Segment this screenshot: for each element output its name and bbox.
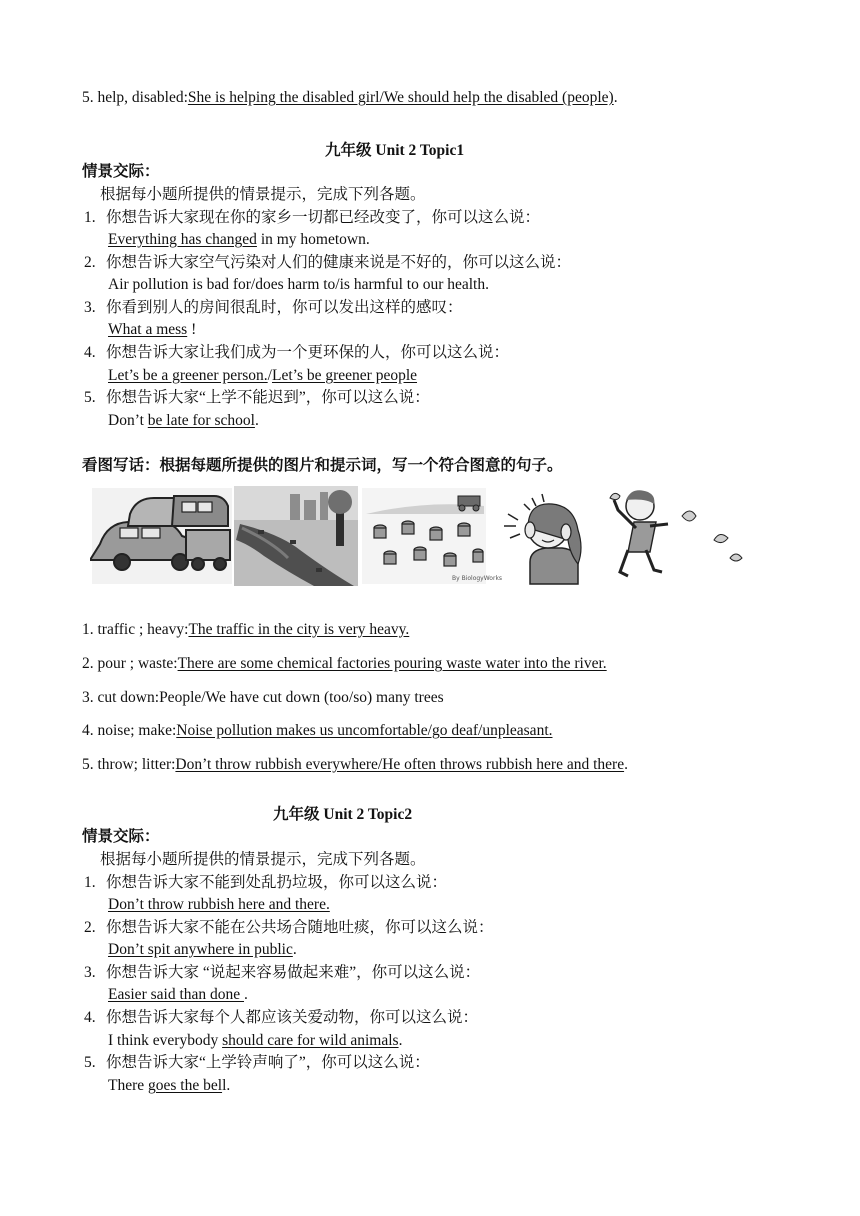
topic1-item-3-prompt: 3. 你看到别人的房间很乱时，你可以发出这样的感叹： xyxy=(84,299,463,316)
topic1-instruction: 根据每小题所提供的情景提示，完成下列各题。 xyxy=(100,186,426,203)
topic2-section: 情景交际： xyxy=(82,828,160,845)
prev-item-suffix: . xyxy=(613,89,618,106)
picture-credit: By BiologyWorks xyxy=(452,575,503,582)
prev-item-prompt: 5. help, disabled: xyxy=(82,89,188,106)
topic2-item-3-answer: Easier said than done . xyxy=(108,986,248,1003)
picture-section-title: 看图写话：根据每题所提供的图片和提示词，写一个符合图意的句子。 xyxy=(82,457,563,474)
topic1-item-2-prompt: 2. 你想告诉大家空气污染对人们的健康来说是不好的，你可以这么说： xyxy=(84,254,572,271)
topic2-item-2-prompt: 2. 你想告诉大家不能在公共场合随地吐痰，你可以这么说： xyxy=(84,919,494,936)
picture-item-3: 3. cut down:People/We have cut down (too/so) many trees xyxy=(82,689,444,706)
topic2-item-1-prompt: 1. 你想告诉大家不能到处乱扔垃圾，你可以这么说： xyxy=(84,874,448,891)
topic1-item-4-prompt: 4. 你想告诉大家让我们成为一个更环保的人，你可以这么说： xyxy=(84,344,510,361)
topic1-item-5-answer: Don’t be late for school. xyxy=(108,412,259,429)
topic1-item-3-answer: What a mess ! xyxy=(108,321,197,338)
topic2-item-5-answer: There goes the bell. xyxy=(108,1077,231,1094)
tree-stumps-picture xyxy=(362,488,502,584)
topic1-item-1-prompt: 1. 你想告诉大家现在你的家乡一切都已经改变了，你可以这么说： xyxy=(84,209,541,226)
topic2-instruction: 根据每小题所提供的情景提示，完成下列各题。 xyxy=(100,851,426,868)
topic1-item-5-prompt: 5. 你想告诉大家“上学不能迟到”，你可以这么说： xyxy=(84,389,430,406)
topic1-item-2-answer: Air pollution is bad for/does harm to/is harmful to our health. xyxy=(108,276,489,293)
picture-item-5: 5. throw; litter:Don’t throw rubbish everywhere/He often throws rubbish here and there. xyxy=(82,756,628,773)
topic2-item-4-prompt: 4. 你想告诉大家每个人都应该关爱动物，你可以这么说： xyxy=(84,1009,479,1026)
prev-item-answer: She is helping the disabled girl/We should help the disabled (people) xyxy=(187,89,614,106)
topic1-title: 九年级 Unit 2 Topic1 xyxy=(325,142,465,159)
topic2-item-2-answer: Don’t spit anywhere in public. xyxy=(108,941,297,958)
topic2-item-1-answer: Don’t throw rubbish here and there. xyxy=(108,896,330,913)
topic1-item-1-answer: Everything has changed in my hometown. xyxy=(108,231,370,248)
traffic-jam-picture xyxy=(90,488,232,584)
picture-strip xyxy=(90,484,750,592)
topic1-section: 情景交际： xyxy=(82,163,160,180)
litter-boy-picture xyxy=(610,490,742,576)
picture-item-2: 2. pour ; waste:There are some chemical factories pouring waste water into the river. xyxy=(82,655,607,672)
picture-item-4: 4. noise; make:Noise pollution makes us uncomfortable/go deaf/unpleasant. xyxy=(82,722,553,739)
polluted-river-picture xyxy=(234,486,358,586)
topic2-item-4-answer: I think everybody should care for wild animals. xyxy=(108,1032,403,1049)
topic1-item-4-answer: Let’s be a greener person./Let’s be greener people xyxy=(108,367,418,384)
prev-item xyxy=(82,88,618,108)
noise-girl-picture xyxy=(504,494,581,584)
picture-item-1: 1. traffic ; heavy:The traffic in the city is very heavy. xyxy=(82,621,410,638)
topic2-title: 九年级 Unit 2 Topic2 xyxy=(273,806,413,823)
topic2-item-3-prompt: 3. 你想告诉大家 “说起来容易做起来难”，你可以这么说： xyxy=(84,964,481,981)
topic2-item-5-prompt: 5. 你想告诉大家“上学铃声响了”，你可以这么说： xyxy=(84,1054,430,1071)
